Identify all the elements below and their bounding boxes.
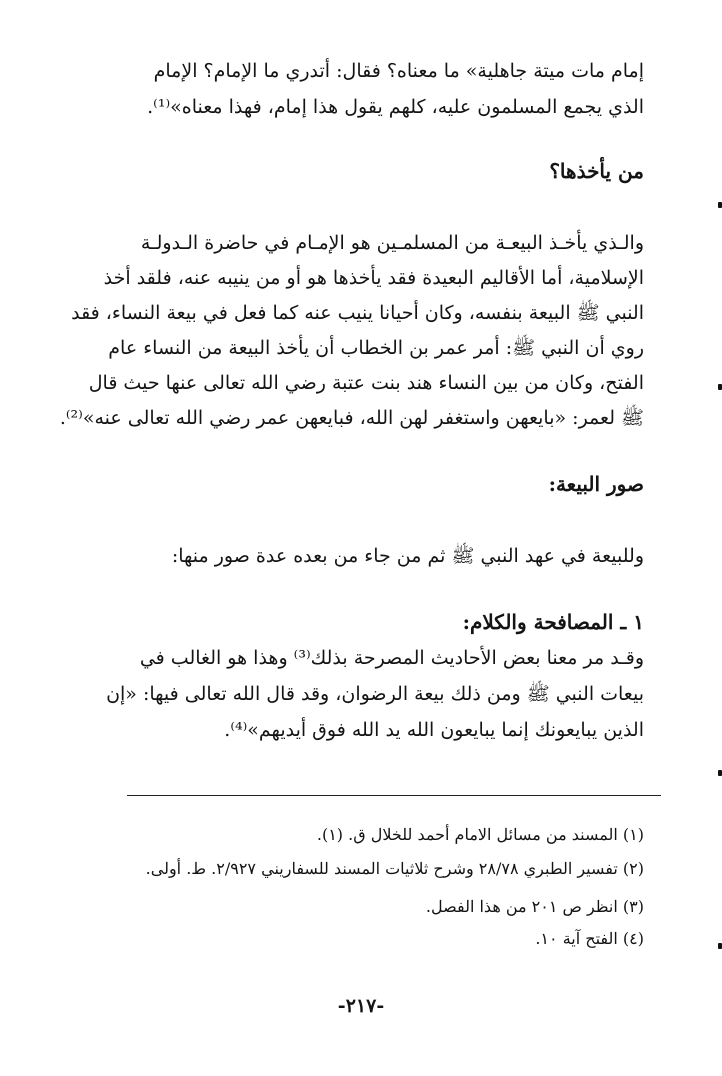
scan-edge-mark [718, 943, 722, 949]
text-line: إمام مات ميتة جاهلية» ما معناه؟ فقال: أتدري ما الإمام؟ الإمام [153, 60, 644, 82]
text-line: النبي ﷺ البيعة بنفسه، وكان أحيانا ينيب عنه كما فعل في بيعة النساء، فقد [71, 302, 644, 324]
text-line: وقـد مر معنا بعض الأحاديث المصرحة بذلك⁽³⁾ وهذا هو الغالب في [139, 647, 644, 669]
scan-edge-mark [718, 384, 722, 390]
list-item-title: ١ ـ المصافحة والكلام: [462, 610, 644, 634]
footnote: (٢) تفسير الطبري ٢٨/٧٨ وشرح ثلاثيات المسند للسفاريني ٢/٩٢٧. ط. أولى. [145, 859, 644, 878]
text-line: وللبيعة في عهد النبي ﷺ ثم من جاء من بعده عدة صور منها: [171, 545, 644, 567]
footnote: (٤) الفتح آية ١٠. [535, 929, 644, 948]
text-line: روي أن النبي ﷺ: أمر عمر بن الخطاب أن يأخذ البيعة من النساء عام [108, 337, 644, 359]
footnote: (٣) انظر ص ٢٠١ من هذا الفصل. [425, 897, 644, 916]
text-line: الذي يجمع المسلمون عليه، كلهم يقول هذا إمام، فهذا معناه»⁽¹⁾. [147, 96, 644, 118]
footnote: (١) المسند من مسائل الامام أحمد للخلال ق. (١). [316, 825, 644, 844]
text-line: الفتح، وكان من بين النساء هند بنت عتبة رضي الله تعالى عنها حيث قال [88, 372, 644, 394]
text-line: الإسلامية، أما الأقاليم البعيدة فقد يأخذها هو أو من ينيبه عنه، فلقد أخذ [103, 267, 644, 289]
text-line: بيعات النبي ﷺ ومن ذلك بيعة الرضوان، وقد قال الله تعالى فيها: «إن [106, 683, 644, 705]
section-heading: من يأخذها؟ [549, 159, 644, 183]
footnote-divider [127, 795, 661, 796]
scan-edge-mark [718, 202, 722, 208]
section-heading: صور البيعة: [548, 472, 644, 496]
text-line: ﷺ لعمر: «بايعهن واستغفر لهن الله، فبايعهن عمر رضي الله تعالى عنه»⁽²⁾. [59, 407, 644, 429]
text-line: والـذي يأخـذ البيعـة من المسلمـين هو الإمـام في حاضرة الـدولـة [140, 232, 644, 254]
page-number: -٢١٧- [337, 995, 385, 1017]
text-line: الذين يبايعونك إنما يبايعون الله يد الله فوق أيديهم»⁽⁴⁾. [224, 719, 644, 741]
scan-edge-mark [718, 770, 722, 776]
